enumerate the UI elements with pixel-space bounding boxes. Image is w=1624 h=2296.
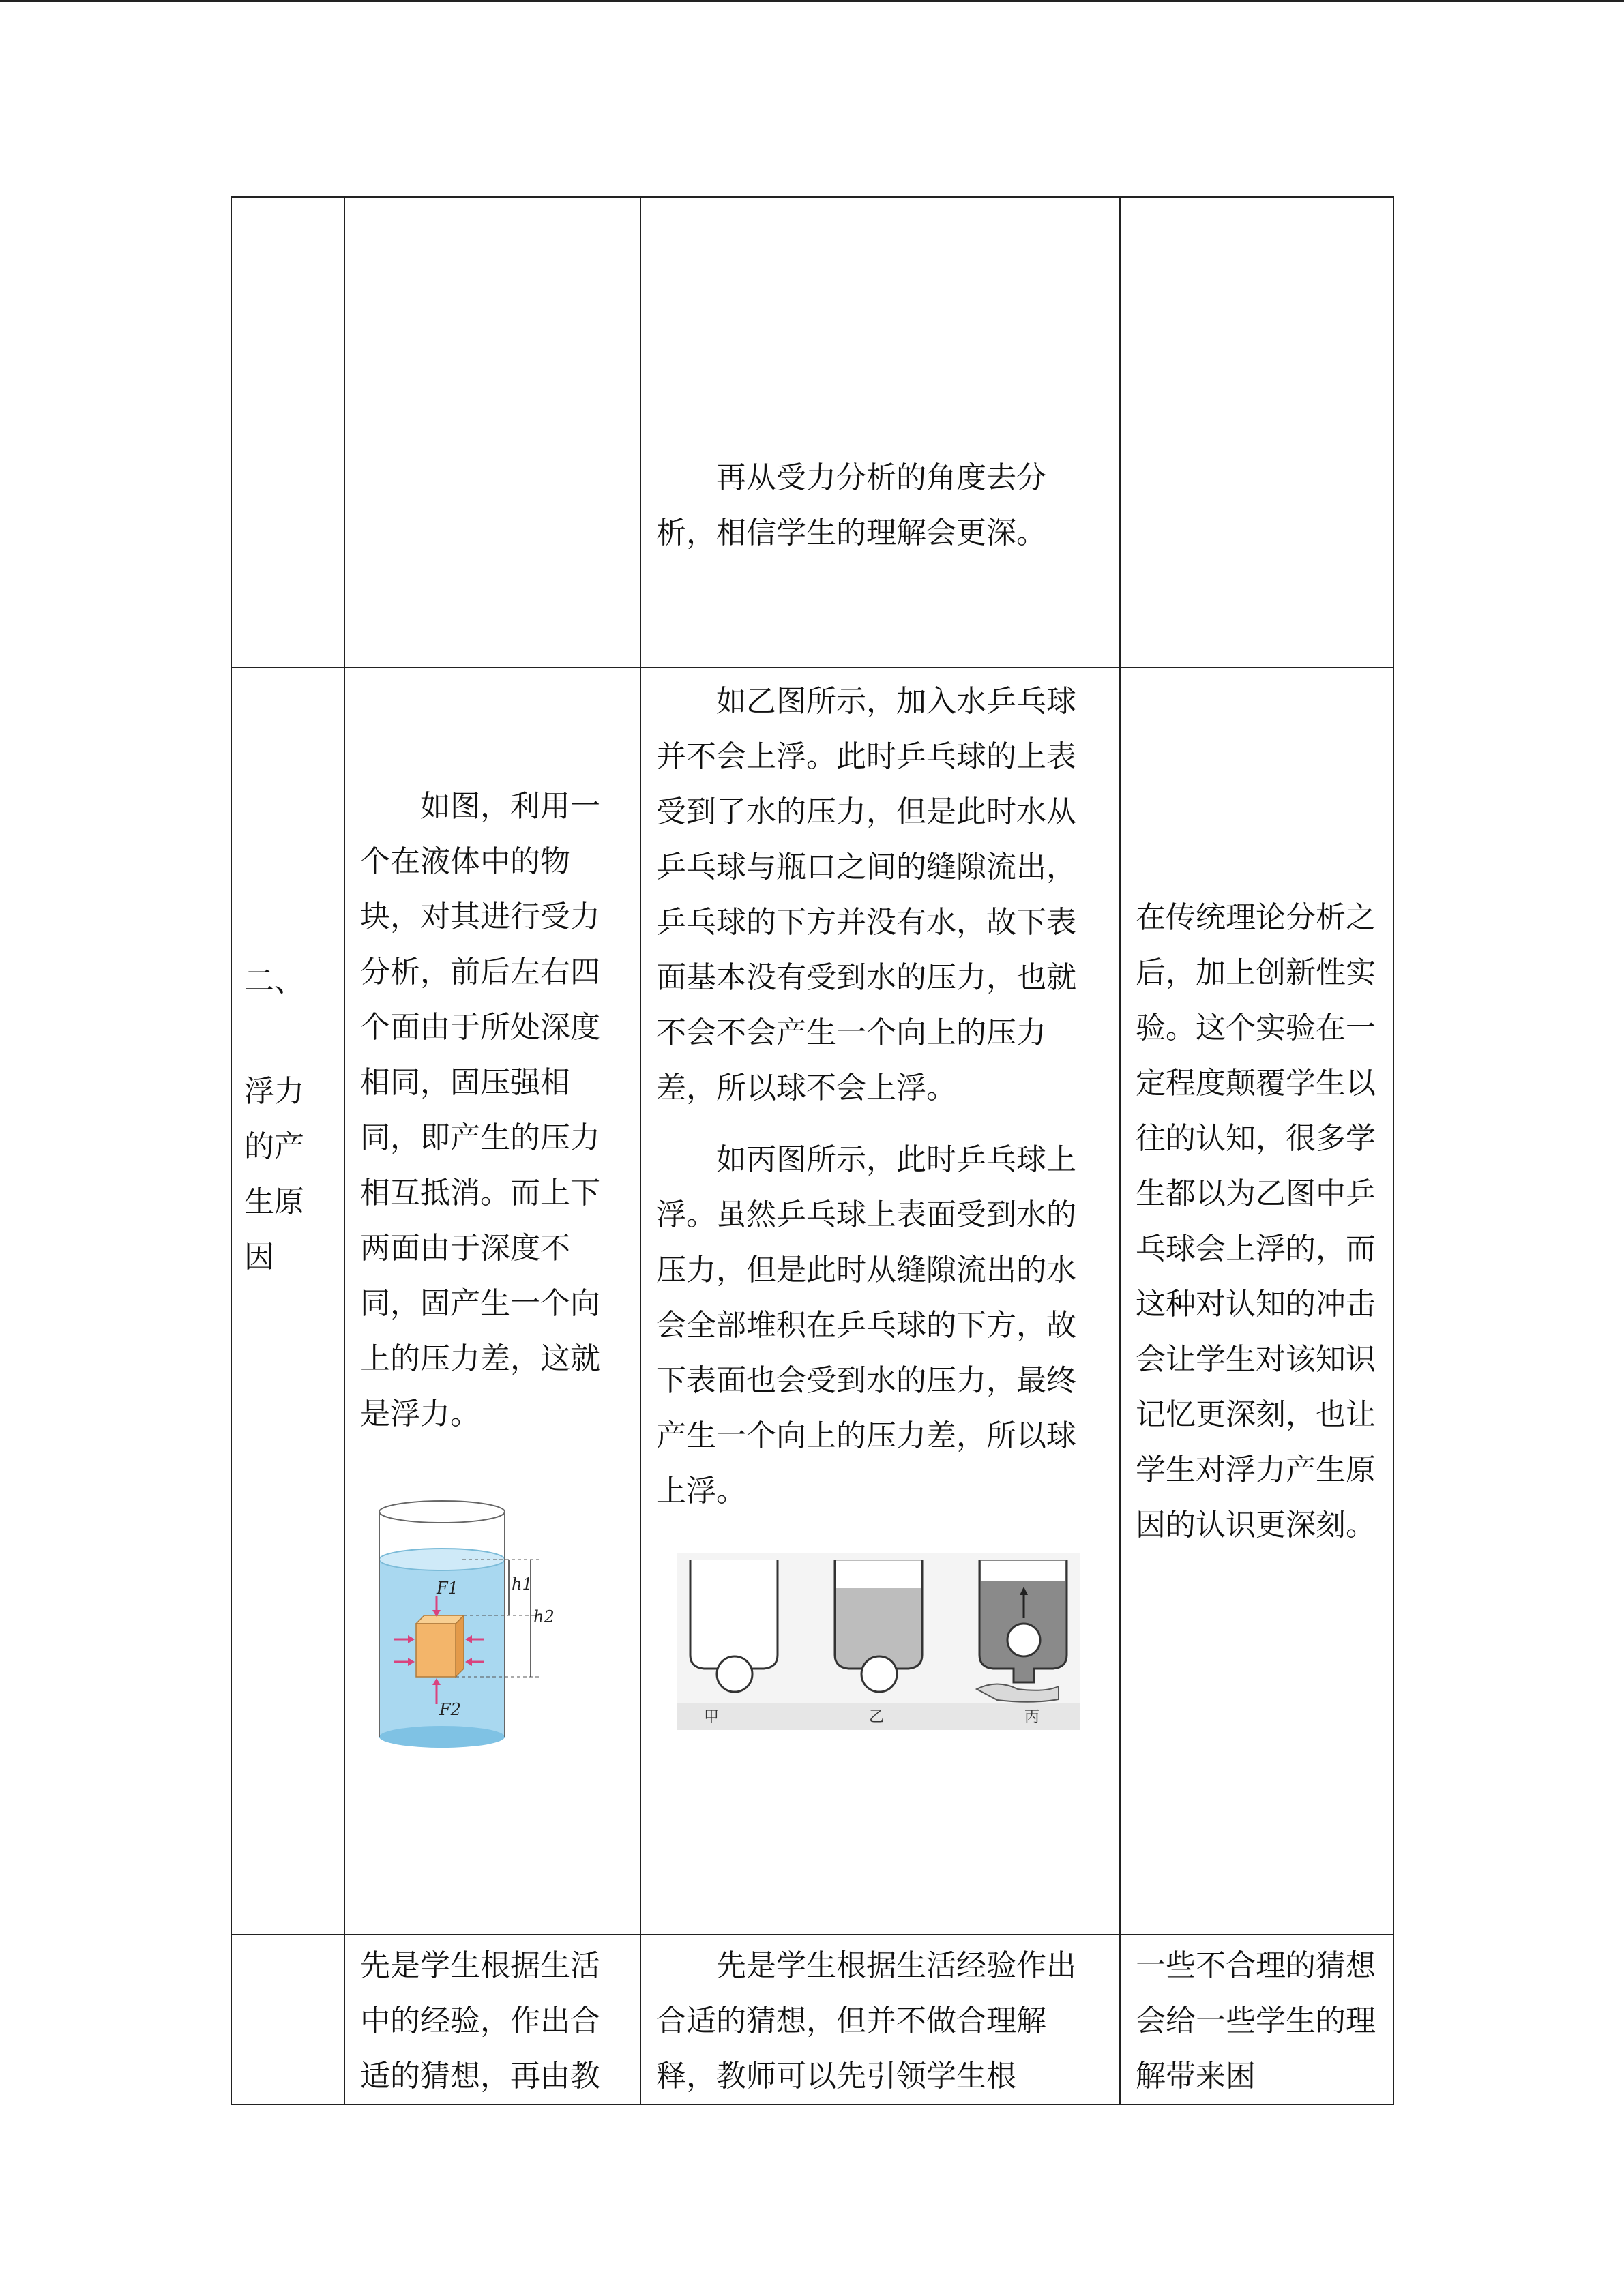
table-row (231, 197, 1393, 668)
activity-paragraph-2: 如丙图所示，此时乒乓球上浮。虽然乒乓球上表面受到水的压力，但是此时从缝隙流出的水会全部堆积在乒乓球的下方，故下表面也会受到水的压力，最终产生一个向上的压力差，所以球上浮。 (656, 1142, 1076, 1508)
stage-cell (231, 668, 344, 1935)
content-cell (344, 668, 640, 1935)
table-row (231, 668, 1393, 1935)
stage-number: 二、 (244, 964, 304, 998)
intent-cell (1120, 1935, 1393, 2104)
pingpong-ball (861, 1656, 897, 1692)
label-bing: 丙 (1024, 1709, 1040, 1726)
label-f2: F2 (439, 1700, 461, 1719)
stage-cell-empty (231, 1935, 344, 2104)
top-border-line (0, 0, 1624, 2)
intent-text: 在传统理论分析之后，加上创新性实验。这个实验在一定程度颠覆学生以往的认知，很多学生都以为乙图中乒乓球会上浮的，而这种对认知的冲击会让学生对该知识记忆更深刻，也让学生对浮力产生原因的认识更深刻。 (1136, 900, 1376, 1542)
activity-cell (640, 197, 1120, 668)
intent-text: 一些不合理的猜想会给一些学生的理解带来困 (1136, 1948, 1376, 2093)
table-row (231, 1935, 1393, 2104)
activity-paragraph-1: 如乙图所示，加入水乒乓球并不会上浮。此时乒乓球的上表受到了水的压力，但是此时水从乒乓球与瓶口之间的缝隙流出，乒乓球的下方并没有水，故下表面基本没有受到水的压力，也就不会不会产生一个向上的压力差，所以球不会上浮。 (656, 684, 1076, 1105)
intent-cell-empty (1120, 197, 1393, 668)
cylinder-bottom (379, 1726, 505, 1748)
activity-cell (640, 1935, 1120, 2104)
content-text: 如图，利用一个在液体中的物块，对其进行受力分析，前后左右四个面由于所处深度相同，固压强相同，即产生的压力相互抵消。而上下两面由于深度不同，固产生一个向上的压力差，这就是浮力。 (360, 789, 600, 1431)
content-cell (344, 1935, 640, 2104)
stage-title: 浮力的产生原因 (244, 1074, 304, 1274)
stage-cell-empty (231, 197, 344, 668)
label-h1: h1 (512, 1575, 533, 1594)
water-surface (379, 1549, 505, 1570)
submerged-block (416, 1624, 456, 1677)
pingpong-ball (1007, 1624, 1040, 1656)
label-f1: F1 (437, 1579, 458, 1598)
activity-cell (640, 668, 1120, 1935)
content-text: 先是学生根据生活中的经验，作出合适的猜想，再由教 (360, 1948, 600, 2093)
label-yi: 乙 (869, 1709, 885, 1726)
pingpong-bottle-figure (677, 1553, 1080, 1730)
activity-text: 再从受力分析的角度去分析，相信学生的理解会更深。 (656, 460, 1046, 550)
cylinder-buoyancy-figure (360, 1500, 558, 1759)
lesson-plan-table (231, 196, 1394, 2105)
intent-cell (1120, 668, 1393, 1935)
activity-text: 先是学生根据生活经验作出合适的猜想，但并不做合理解释，教师可以先引领学生根 (656, 1948, 1076, 2093)
pingpong-ball (717, 1656, 752, 1692)
content-cell-empty (344, 197, 640, 668)
label-h2: h2 (533, 1607, 555, 1626)
label-jia: 甲 (704, 1709, 720, 1726)
cylinder-top-rim (379, 1501, 505, 1523)
